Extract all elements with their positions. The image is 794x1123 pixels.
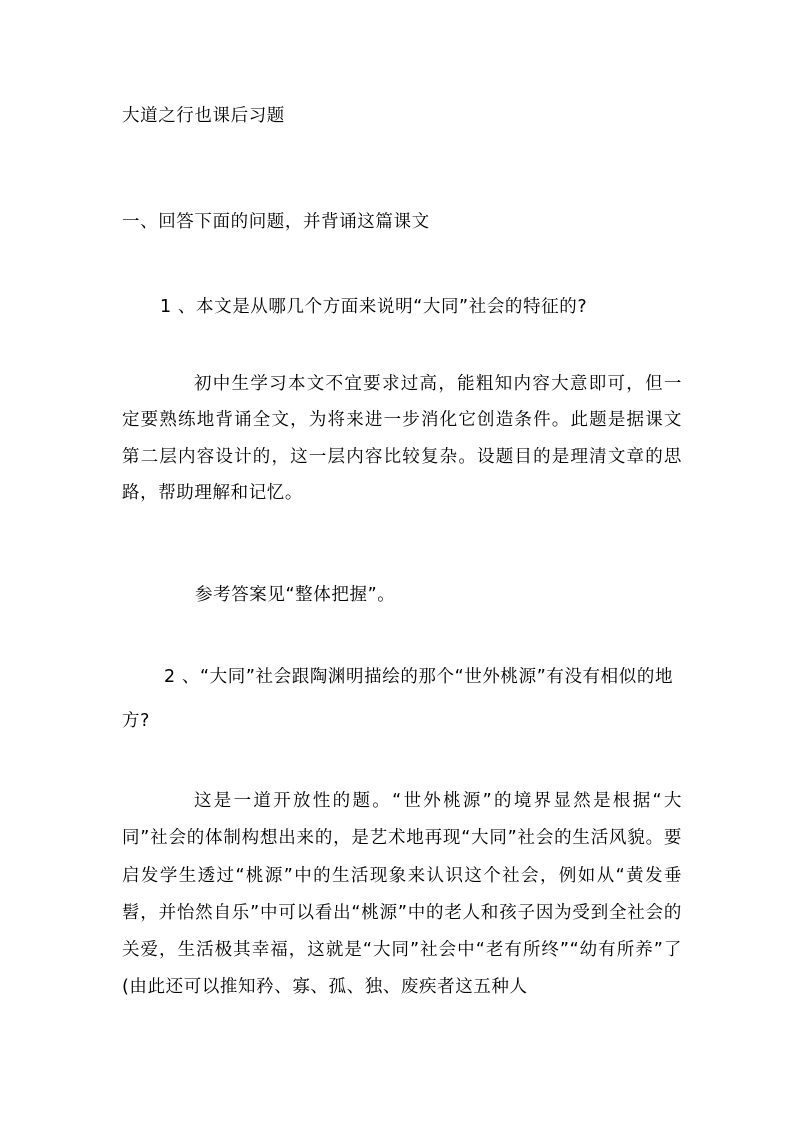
question-2: 2 、“大同”社会跟陶渊明描绘的那个“世外桃源”有没有相似的地方? <box>122 667 674 731</box>
answer-1-paragraph: 初中生学习本文不宜要求过高，能粗知内容大意即可，但一定要熟练地背诵全文，为将来进一步消化它创造条件。此题是据课文第二层内容设计的，这一层内容比较复杂。设题目的是理清文章的思路，帮助理解和记忆。 <box>122 374 682 503</box>
answer-1-reference: 参考答案见“整体把握”。 <box>195 585 396 605</box>
document-title: 大道之行也课后习题 <box>122 106 285 126</box>
section-heading: 一、回答下面的问题，并背诵这篇课文 <box>122 212 430 232</box>
answer-2-paragraph: 这是一道开放性的题。“世外桃源”的境界显然是根据“大同”社会的体制构想出来的，是艺术地再现“大同”社会的生活风貌。要启发学生透过“桃源”中的生活现象来认识这个社会，例如从“黄发垂髫，并怡然自乐”中可以看出“桃源”中的老人和孩子因为受到全社会的关爱，生活极其幸福，这就是“大同”社会中“老有所终”“幼有所养”了(由此还可以推知矜、寡、孤、独、废疾者这五种人 <box>122 791 682 998</box>
question-1: 1 、本文是从哪几个方面来说明“大同”社会的特征的? <box>160 297 588 317</box>
